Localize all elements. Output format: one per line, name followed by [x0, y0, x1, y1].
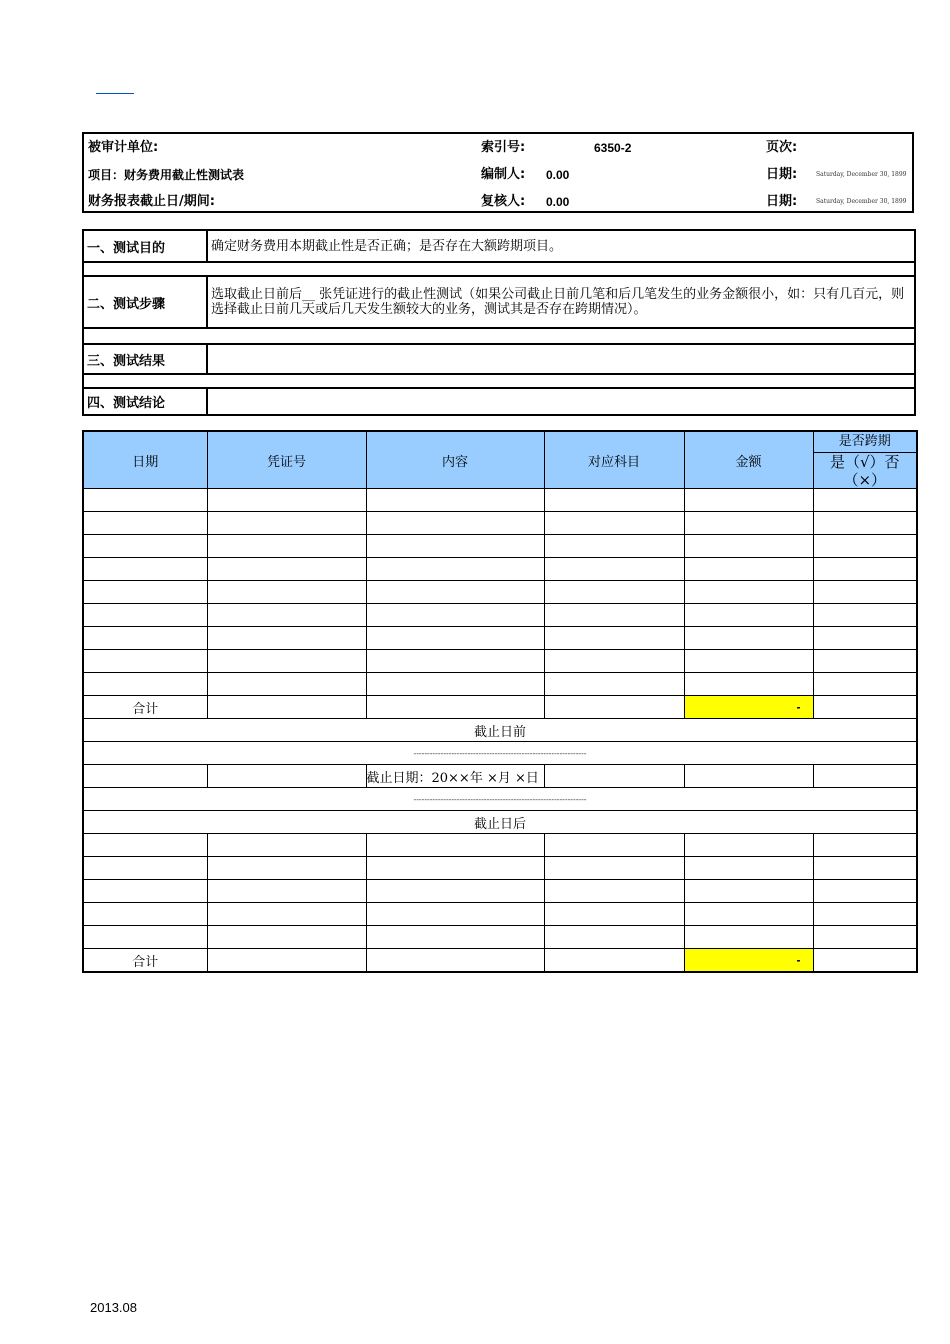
col-date-header: 日期: [83, 431, 207, 489]
content-cell[interactable]: [366, 581, 544, 604]
date-cell[interactable]: [83, 558, 207, 581]
audit-header-box: [82, 132, 914, 213]
table-row: [83, 673, 917, 696]
empty-cell: [366, 696, 544, 719]
voucher-cell[interactable]: [207, 604, 366, 627]
total-amount: -: [684, 949, 813, 973]
cross-period-cell[interactable]: [813, 880, 917, 903]
account-cell[interactable]: [544, 926, 684, 949]
cross-period-cell[interactable]: [813, 857, 917, 880]
content-cell[interactable]: [366, 880, 544, 903]
date-label: 日期:: [766, 194, 798, 209]
table-row: [83, 903, 917, 926]
voucher-cell[interactable]: [207, 834, 366, 857]
cross-period-cell[interactable]: [813, 765, 917, 788]
cross-period-sub: 是（√）否（×）: [829, 452, 900, 489]
after-cutoff-row: [83, 811, 917, 834]
amount-cell[interactable]: [684, 765, 813, 788]
table-row: [83, 535, 917, 558]
amount-cell[interactable]: [684, 903, 813, 926]
date-cell[interactable]: [83, 880, 207, 903]
section-gap: [82, 263, 916, 277]
header-row-2: [84, 162, 912, 188]
audited-unit-label: 被审计单位:: [88, 140, 159, 155]
dash-row: [83, 788, 917, 811]
section-result-text: [211, 345, 912, 373]
date-cell[interactable]: [83, 857, 207, 880]
col-cross-period-header: [813, 431, 917, 489]
date-cell[interactable]: [83, 926, 207, 949]
empty-cell: [207, 696, 366, 719]
account-cell[interactable]: [544, 765, 684, 788]
section-gap: [82, 329, 916, 343]
content-cell[interactable]: [366, 627, 544, 650]
col-account-header: 对应科目: [544, 431, 684, 489]
section-result-label: 三、测试结果: [84, 345, 208, 373]
section-purpose-label: 一、测试目的: [84, 231, 208, 261]
account-cell[interactable]: [544, 650, 684, 673]
amount-cell[interactable]: [684, 857, 813, 880]
amount-cell[interactable]: [684, 489, 813, 512]
content-cell[interactable]: [366, 834, 544, 857]
header-row-3: [84, 189, 912, 215]
version-footer: 2013.08: [90, 1300, 137, 1315]
reviewer-label: 复核人:: [481, 194, 526, 209]
reviewer-value: 0.00: [546, 195, 570, 209]
content-cell[interactable]: [366, 673, 544, 696]
section-result: [82, 343, 916, 375]
account-cell[interactable]: [544, 512, 684, 535]
amount-cell[interactable]: [684, 581, 813, 604]
cross-period-cell[interactable]: [813, 673, 917, 696]
table-row: [83, 834, 917, 857]
cutoff-date-row: [83, 765, 917, 788]
section-steps-label: 二、测试步骤: [84, 277, 208, 327]
cross-period-cell[interactable]: [813, 489, 917, 512]
content-cell[interactable]: [366, 857, 544, 880]
account-cell[interactable]: [544, 558, 684, 581]
section-conclusion-label: 四、测试结论: [84, 389, 208, 414]
page-label: 页次:: [766, 140, 798, 155]
cross-period-cell[interactable]: [813, 627, 917, 650]
voucher-cell[interactable]: [207, 650, 366, 673]
voucher-cell[interactable]: [207, 673, 366, 696]
cross-period-cell[interactable]: [813, 581, 917, 604]
content-cell[interactable]: [366, 535, 544, 558]
account-cell[interactable]: [544, 903, 684, 926]
date-cell[interactable]: [83, 765, 207, 788]
section-purpose: [82, 229, 916, 263]
cross-period-title: 是否跨期: [814, 432, 917, 453]
cross-period-cell[interactable]: [813, 903, 917, 926]
voucher-cell[interactable]: [207, 765, 366, 788]
account-cell[interactable]: [544, 535, 684, 558]
voucher-cell[interactable]: [207, 627, 366, 650]
content-cell[interactable]: [366, 489, 544, 512]
section-conclusion-text: [211, 389, 912, 414]
index-label: 索引号:: [481, 140, 526, 155]
account-cell[interactable]: [544, 857, 684, 880]
col-voucher-header: 凭证号: [207, 431, 366, 489]
voucher-cell[interactable]: [207, 857, 366, 880]
account-cell[interactable]: [544, 673, 684, 696]
account-cell[interactable]: [544, 834, 684, 857]
before-cutoff-row: [83, 719, 917, 742]
table-row: [83, 604, 917, 627]
amount-cell[interactable]: [684, 880, 813, 903]
content-cell[interactable]: [366, 558, 544, 581]
amount-cell[interactable]: [684, 627, 813, 650]
top-link-underline[interactable]: [96, 84, 134, 94]
before-cutoff-label: 截止日前: [83, 719, 917, 742]
date-cell[interactable]: [83, 903, 207, 926]
dash-row: [83, 742, 917, 765]
index-value: 6350-2: [594, 141, 632, 155]
date-cell[interactable]: [83, 650, 207, 673]
col-amount-header: 金额: [684, 431, 813, 489]
account-cell[interactable]: [544, 627, 684, 650]
amount-cell[interactable]: [684, 558, 813, 581]
section-steps-text: 选取截止日前后__ 张凭证进行的截止性测试（如果公司截止日前几笔和后几笔发生的业务金额很小，如：只有几百元，则选择截止日前几天或后几天发生额较大的业务，测试其是否存在跨期情况）。: [211, 287, 905, 317]
voucher-cell[interactable]: [207, 581, 366, 604]
amount-cell[interactable]: [684, 926, 813, 949]
account-cell[interactable]: [544, 581, 684, 604]
section-gap: [82, 375, 916, 387]
section-purpose-text: 确定财务费用本期截止性是否正确；是否存在大额跨期项目。: [211, 238, 563, 254]
amount-cell[interactable]: [684, 512, 813, 535]
amount-cell[interactable]: [684, 650, 813, 673]
voucher-cell[interactable]: [207, 926, 366, 949]
voucher-cell[interactable]: [207, 903, 366, 926]
date-value: Saturday, December 30, 1899: [816, 171, 907, 178]
period-label: 财务报表截止日/期间:: [88, 194, 215, 209]
date-cell[interactable]: [83, 535, 207, 558]
table-row: [83, 926, 917, 949]
date-cell[interactable]: [83, 581, 207, 604]
header-row-1: [84, 135, 912, 161]
preparer-value: 0.00: [546, 168, 570, 182]
date-cell[interactable]: [83, 834, 207, 857]
table-row: [83, 880, 917, 903]
preparer-label: 编制人:: [481, 167, 526, 182]
date-cell[interactable]: [83, 627, 207, 650]
table-row: [83, 581, 917, 604]
empty-cell: [207, 949, 366, 973]
cross-period-cell[interactable]: [813, 535, 917, 558]
content-cell[interactable]: [366, 650, 544, 673]
content-cell[interactable]: [366, 903, 544, 926]
date-cell[interactable]: [83, 512, 207, 535]
cross-period-cell[interactable]: [813, 604, 917, 627]
total-amount: -: [684, 696, 813, 719]
content-cell[interactable]: [366, 604, 544, 627]
dash-separator: ----------------------------------------------------------------: [83, 742, 917, 765]
total-row-after: [83, 949, 917, 973]
amount-cell[interactable]: [684, 535, 813, 558]
after-cutoff-label: 截止日后: [83, 811, 917, 834]
voucher-cell[interactable]: [207, 512, 366, 535]
section-conclusion: [82, 387, 916, 416]
voucher-cell[interactable]: [207, 880, 366, 903]
empty-cell: [813, 949, 917, 973]
date-label: 日期:: [766, 167, 798, 182]
amount-cell[interactable]: [684, 604, 813, 627]
total-row-before: [83, 696, 917, 719]
content-cell[interactable]: [366, 926, 544, 949]
amount-cell[interactable]: [684, 673, 813, 696]
total-label: 合计: [83, 949, 207, 973]
date-value: Saturday, December 30, 1899: [816, 198, 907, 205]
date-cell[interactable]: [83, 673, 207, 696]
voucher-cell[interactable]: [207, 489, 366, 512]
empty-cell: [544, 949, 684, 973]
cross-period-cell[interactable]: [813, 512, 917, 535]
date-cell[interactable]: [83, 604, 207, 627]
cutoff-test-table: [82, 430, 918, 973]
cross-period-cell[interactable]: [813, 834, 917, 857]
empty-cell: [366, 949, 544, 973]
table-row: [83, 558, 917, 581]
total-label: 合计: [83, 696, 207, 719]
amount-cell[interactable]: [684, 834, 813, 857]
table-row: [83, 489, 917, 512]
cutoff-date-label: 截止日期：20××年 ×月 ×日: [366, 765, 544, 788]
section-steps: [82, 277, 916, 329]
cross-period-cell[interactable]: [813, 558, 917, 581]
date-cell[interactable]: [83, 489, 207, 512]
project-label: 项目：财务费用截止性测试表: [88, 168, 245, 182]
voucher-cell[interactable]: [207, 558, 366, 581]
col-content-header: 内容: [366, 431, 544, 489]
table-row: [83, 627, 917, 650]
dash-separator: ----------------------------------------------------------------: [83, 788, 917, 811]
content-cell[interactable]: [366, 512, 544, 535]
account-cell[interactable]: [544, 489, 684, 512]
table-row: [83, 857, 917, 880]
table-header-row: [83, 431, 917, 489]
table-row: [83, 650, 917, 673]
table-row: [83, 512, 917, 535]
voucher-cell[interactable]: [207, 535, 366, 558]
cross-period-cell[interactable]: [813, 926, 917, 949]
empty-cell: [544, 696, 684, 719]
account-cell[interactable]: [544, 880, 684, 903]
cross-period-cell[interactable]: [813, 650, 917, 673]
account-cell[interactable]: [544, 604, 684, 627]
empty-cell: [813, 696, 917, 719]
